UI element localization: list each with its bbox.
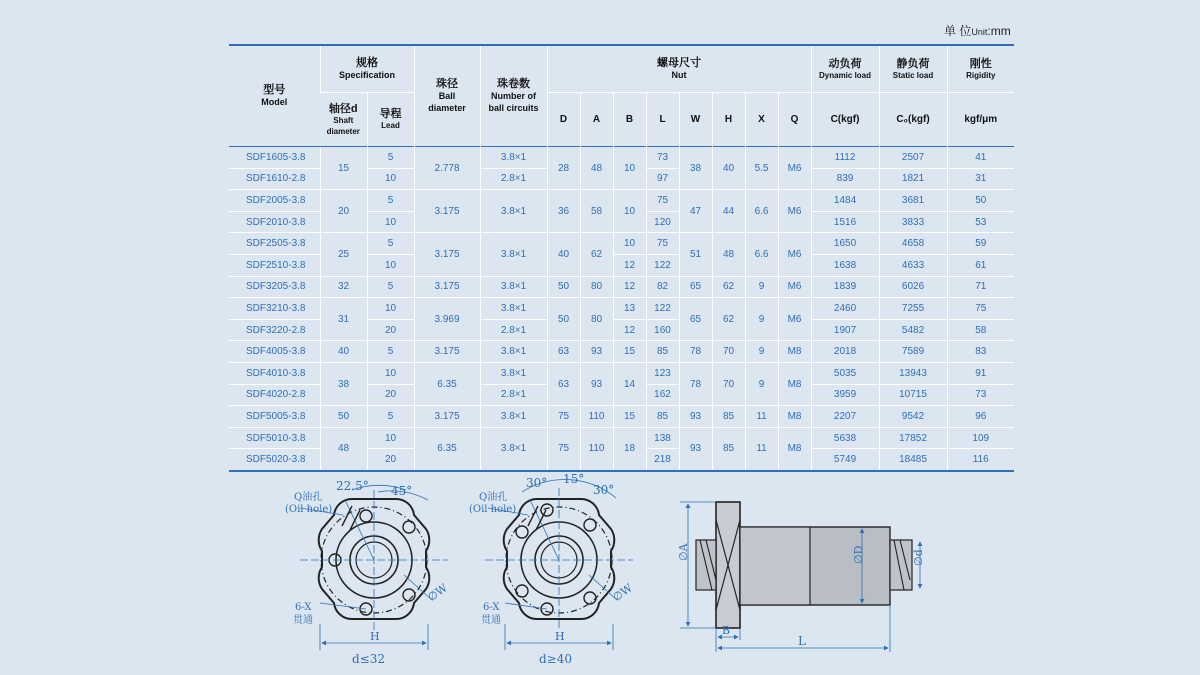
b-cell: 12 (613, 254, 646, 276)
b-cell: 12 (613, 276, 646, 298)
h-cell: 62 (712, 276, 745, 298)
a-cell: 93 (580, 362, 613, 405)
a-cell: 80 (580, 276, 613, 298)
circuit-cell: 3.8×1 (480, 341, 547, 363)
l-cell: 85 (646, 341, 679, 363)
h-cell: 70 (712, 362, 745, 405)
d1-oil-en: (Oil hole) (285, 504, 333, 515)
model-cell: SDF3205-3.8 (229, 276, 320, 298)
lead-cell: 10 (367, 254, 414, 276)
b-cell: 15 (613, 341, 646, 363)
d1-angle2: 45° (391, 484, 413, 498)
lead-cell: 5 (367, 190, 414, 212)
w-cell: 93 (679, 427, 712, 471)
shaft-cell: 40 (320, 341, 367, 363)
side-view-drawing (677, 502, 925, 652)
x-cell: 9 (745, 362, 778, 405)
l-cell: 160 (646, 319, 679, 341)
model-cell: SDF4005-3.8 (229, 341, 320, 363)
c-cell: 5749 (811, 449, 879, 471)
d2-angle1: 30° (526, 476, 548, 490)
d-cell: 50 (547, 276, 580, 298)
header-shaft: 轴径d Shaft diameter (320, 93, 367, 147)
header-col-l: L (646, 93, 679, 147)
c0-cell: 9542 (879, 406, 947, 428)
l-cell: 138 (646, 427, 679, 449)
circuit-cell: 2.8×1 (480, 384, 547, 406)
k-cell: 61 (947, 254, 1014, 276)
header-col-d: D (547, 93, 580, 147)
lead-cell: 5 (367, 276, 414, 298)
header-col-b: B (613, 93, 646, 147)
d1-dim-w: ∅W (425, 581, 450, 604)
d1-angle1: 22.5° (336, 479, 369, 493)
ball-cell: 3.175 (414, 233, 480, 276)
h-cell: 44 (712, 190, 745, 233)
w-cell: 47 (679, 190, 712, 233)
lead-cell: 10 (367, 362, 414, 384)
shaft-cell: 31 (320, 298, 367, 341)
d2-oil-cn: Q油孔 (479, 492, 508, 503)
lead-cell: 20 (367, 449, 414, 471)
circuit-cell: 3.8×1 (480, 427, 547, 471)
a-cell: 48 (580, 147, 613, 190)
b-cell: 14 (613, 362, 646, 405)
d-cell: 50 (547, 298, 580, 341)
circuit-cell: 3.8×1 (480, 276, 547, 298)
l-cell: 122 (646, 254, 679, 276)
k-cell: 59 (947, 233, 1014, 255)
model-cell: SDF2510-3.8 (229, 254, 320, 276)
d3-dim-small-d: ∅d (912, 549, 925, 566)
k-cell: 50 (947, 190, 1014, 212)
lead-cell: 5 (367, 341, 414, 363)
model-cell: SDF4020-2.8 (229, 384, 320, 406)
c-cell: 5035 (811, 362, 879, 384)
k-cell: 53 (947, 211, 1014, 233)
c0-cell: 7255 (879, 298, 947, 320)
x-cell: 6.6 (745, 190, 778, 233)
k-cell: 41 (947, 147, 1014, 169)
d2-caption: d≥40 (539, 652, 573, 666)
header-static: 静负荷 Static load (879, 45, 947, 93)
c0-cell: 17852 (879, 427, 947, 449)
d2-dim-h: H (555, 630, 565, 643)
c0-cell: 10715 (879, 384, 947, 406)
q-cell: M8 (778, 427, 811, 471)
header-col-a: A (580, 93, 613, 147)
header-col-q: Q (778, 93, 811, 147)
c0-cell: 6026 (879, 276, 947, 298)
d2-holes: 6-X (483, 602, 500, 613)
k-cell: 96 (947, 406, 1014, 428)
k-cell: 116 (947, 449, 1014, 471)
header-col-k: kgf/μm (947, 93, 1014, 147)
x-cell: 9 (745, 276, 778, 298)
d3-dim-l: L (798, 634, 806, 648)
c0-cell: 3681 (879, 190, 947, 212)
d1-caption: d≤32 (352, 652, 386, 666)
a-cell: 80 (580, 298, 613, 341)
ball-cell: 3.175 (414, 341, 480, 363)
w-cell: 65 (679, 276, 712, 298)
model-cell: SDF3220-2.8 (229, 319, 320, 341)
c-cell: 1839 (811, 276, 879, 298)
d-cell: 40 (547, 233, 580, 276)
d2-angle3: 30° (593, 483, 615, 497)
model-cell: SDF2505-3.8 (229, 233, 320, 255)
b-cell: 10 (613, 233, 646, 255)
circuit-cell: 3.8×1 (480, 362, 547, 384)
ball-cell: 3.175 (414, 190, 480, 233)
l-cell: 120 (646, 211, 679, 233)
d3-dim-d: ∅D (852, 545, 865, 564)
d1-holes: 6-X (295, 602, 312, 613)
q-cell: M8 (778, 362, 811, 405)
w-cell: 51 (679, 233, 712, 276)
l-cell: 218 (646, 449, 679, 471)
circuit-cell: 3.8×1 (480, 147, 547, 169)
circuit-cell: 2.8×1 (480, 319, 547, 341)
model-cell: SDF1605-3.8 (229, 147, 320, 169)
c-cell: 1650 (811, 233, 879, 255)
d-cell: 63 (547, 341, 580, 363)
unit-cn: 单 位 (944, 24, 972, 38)
c0-cell: 5482 (879, 319, 947, 341)
c0-cell: 7589 (879, 341, 947, 363)
b-cell: 12 (613, 319, 646, 341)
w-cell: 78 (679, 341, 712, 363)
ball-cell: 3.175 (414, 276, 480, 298)
lead-cell: 5 (367, 233, 414, 255)
header-lead: 导程 Lead (367, 93, 414, 147)
l-cell: 73 (646, 147, 679, 169)
k-cell: 91 (947, 362, 1014, 384)
l-cell: 97 (646, 168, 679, 190)
a-cell: 58 (580, 190, 613, 233)
x-cell: 9 (745, 341, 778, 363)
h-cell: 62 (712, 298, 745, 341)
a-cell: 110 (580, 406, 613, 428)
b-cell: 10 (613, 147, 646, 190)
header-circuits: 珠卷数 Number of ball circuits (480, 45, 547, 147)
c-cell: 1484 (811, 190, 879, 212)
ball-cell: 2.778 (414, 147, 480, 190)
unit-en: Unit (971, 27, 988, 37)
c-cell: 1638 (811, 254, 879, 276)
model-cell: SDF5010-3.8 (229, 427, 320, 449)
shaft-cell: 20 (320, 190, 367, 233)
b-cell: 13 (613, 298, 646, 320)
h-cell: 40 (712, 147, 745, 190)
a-cell: 62 (580, 233, 613, 276)
c-cell: 3959 (811, 384, 879, 406)
k-cell: 73 (947, 384, 1014, 406)
k-cell: 58 (947, 319, 1014, 341)
w-cell: 65 (679, 298, 712, 341)
q-cell: M6 (778, 276, 811, 298)
c0-cell: 2507 (879, 147, 947, 169)
header-col-x: X (745, 93, 778, 147)
h-cell: 85 (712, 427, 745, 471)
ball-cell: 3.969 (414, 298, 480, 341)
model-cell: SDF2010-3.8 (229, 211, 320, 233)
shaft-cell: 48 (320, 427, 367, 471)
lead-cell: 10 (367, 427, 414, 449)
d2-oil-en: (Oil hole) (469, 504, 517, 515)
q-cell: M6 (778, 147, 811, 190)
d2-angle2: 15° (563, 472, 585, 486)
k-cell: 109 (947, 427, 1014, 449)
w-cell: 38 (679, 147, 712, 190)
lead-cell: 20 (367, 319, 414, 341)
c0-cell: 13943 (879, 362, 947, 384)
circuit-cell: 2.8×1 (480, 168, 547, 190)
circuit-cell: 3.8×1 (480, 298, 547, 320)
l-cell: 123 (646, 362, 679, 384)
d3-dim-b: B (722, 624, 731, 637)
header-col-c: C(kgf) (811, 93, 879, 147)
circuit-cell: 3.8×1 (480, 233, 547, 276)
model-cell: SDF3210-3.8 (229, 298, 320, 320)
l-cell: 85 (646, 406, 679, 428)
shaft-cell: 15 (320, 147, 367, 190)
c-cell: 2207 (811, 406, 879, 428)
c0-cell: 3833 (879, 211, 947, 233)
model-cell: SDF4010-3.8 (229, 362, 320, 384)
d2-dim-w: ∅W (610, 581, 635, 604)
c0-cell: 18485 (879, 449, 947, 471)
model-cell: SDF1610-2.8 (229, 168, 320, 190)
l-cell: 162 (646, 384, 679, 406)
x-cell: 6.6 (745, 233, 778, 276)
lead-cell: 10 (367, 168, 414, 190)
q-cell: M6 (778, 233, 811, 276)
header-nut: 螺母尺寸 Nut (547, 45, 811, 93)
x-cell: 11 (745, 427, 778, 471)
c-cell: 5638 (811, 427, 879, 449)
c-cell: 839 (811, 168, 879, 190)
b-cell: 15 (613, 406, 646, 428)
header-col-w: W (679, 93, 712, 147)
d3-dim-a: ∅A (677, 543, 690, 561)
c0-cell: 4633 (879, 254, 947, 276)
d-cell: 75 (547, 427, 580, 471)
ball-cell: 6.35 (414, 427, 480, 471)
header-model: 型号 Model (229, 45, 320, 147)
lead-cell: 20 (367, 384, 414, 406)
b-cell: 10 (613, 190, 646, 233)
d2-holes-cn: 贯通 (481, 615, 501, 626)
lead-cell: 10 (367, 298, 414, 320)
k-cell: 75 (947, 298, 1014, 320)
l-cell: 122 (646, 298, 679, 320)
q-cell: M6 (778, 190, 811, 233)
shaft-cell: 25 (320, 233, 367, 276)
d1-dim-h: H (370, 630, 380, 643)
k-cell: 31 (947, 168, 1014, 190)
l-cell: 82 (646, 276, 679, 298)
a-cell: 93 (580, 341, 613, 363)
d-cell: 75 (547, 406, 580, 428)
shaft-cell: 32 (320, 276, 367, 298)
header-dynamic: 动负荷 Dynamic load (811, 45, 879, 93)
c-cell: 2460 (811, 298, 879, 320)
unit-sep: : (987, 24, 991, 38)
c0-cell: 1821 (879, 168, 947, 190)
k-cell: 83 (947, 341, 1014, 363)
header-col-c0: C₀(kgf) (879, 93, 947, 147)
header-rigidity: 刚性 Rigidity (947, 45, 1014, 93)
lead-cell: 5 (367, 147, 414, 169)
c0-cell: 4658 (879, 233, 947, 255)
d-cell: 36 (547, 190, 580, 233)
flange-drawing-large (469, 472, 635, 666)
b-cell: 18 (613, 427, 646, 471)
model-cell: SDF5020-3.8 (229, 449, 320, 471)
h-cell: 85 (712, 406, 745, 428)
d1-holes-cn: 贯通 (293, 615, 313, 626)
circuit-cell: 3.8×1 (480, 190, 547, 233)
header-col-h: H (712, 93, 745, 147)
h-cell: 48 (712, 233, 745, 276)
c-cell: 1907 (811, 319, 879, 341)
unit-value: mm (990, 24, 1011, 38)
c-cell: 1516 (811, 211, 879, 233)
q-cell: M8 (778, 341, 811, 363)
c-cell: 1112 (811, 147, 879, 169)
shaft-cell: 50 (320, 406, 367, 428)
ball-cell: 3.175 (414, 406, 480, 428)
header-ball: 珠径 Ball diameter (414, 45, 480, 147)
l-cell: 75 (646, 233, 679, 255)
d1-oil-cn: Q油孔 (294, 492, 323, 503)
k-cell: 71 (947, 276, 1014, 298)
w-cell: 78 (679, 362, 712, 405)
q-cell: M6 (778, 298, 811, 341)
flange-drawing-small (285, 479, 450, 666)
x-cell: 5.5 (745, 147, 778, 190)
lead-cell: 10 (367, 211, 414, 233)
h-cell: 70 (712, 341, 745, 363)
q-cell: M8 (778, 406, 811, 428)
model-cell: SDF5005-3.8 (229, 406, 320, 428)
shaft-cell: 38 (320, 362, 367, 405)
w-cell: 93 (679, 406, 712, 428)
x-cell: 9 (745, 298, 778, 341)
circuit-cell: 3.8×1 (480, 406, 547, 428)
model-cell: SDF2005-3.8 (229, 190, 320, 212)
l-cell: 75 (646, 190, 679, 212)
ball-cell: 6.35 (414, 362, 480, 405)
x-cell: 11 (745, 406, 778, 428)
a-cell: 110 (580, 427, 613, 471)
lead-cell: 5 (367, 406, 414, 428)
header-spec: 规格 Specification (320, 45, 414, 93)
d-cell: 63 (547, 362, 580, 405)
d-cell: 28 (547, 147, 580, 190)
c-cell: 2018 (811, 341, 879, 363)
